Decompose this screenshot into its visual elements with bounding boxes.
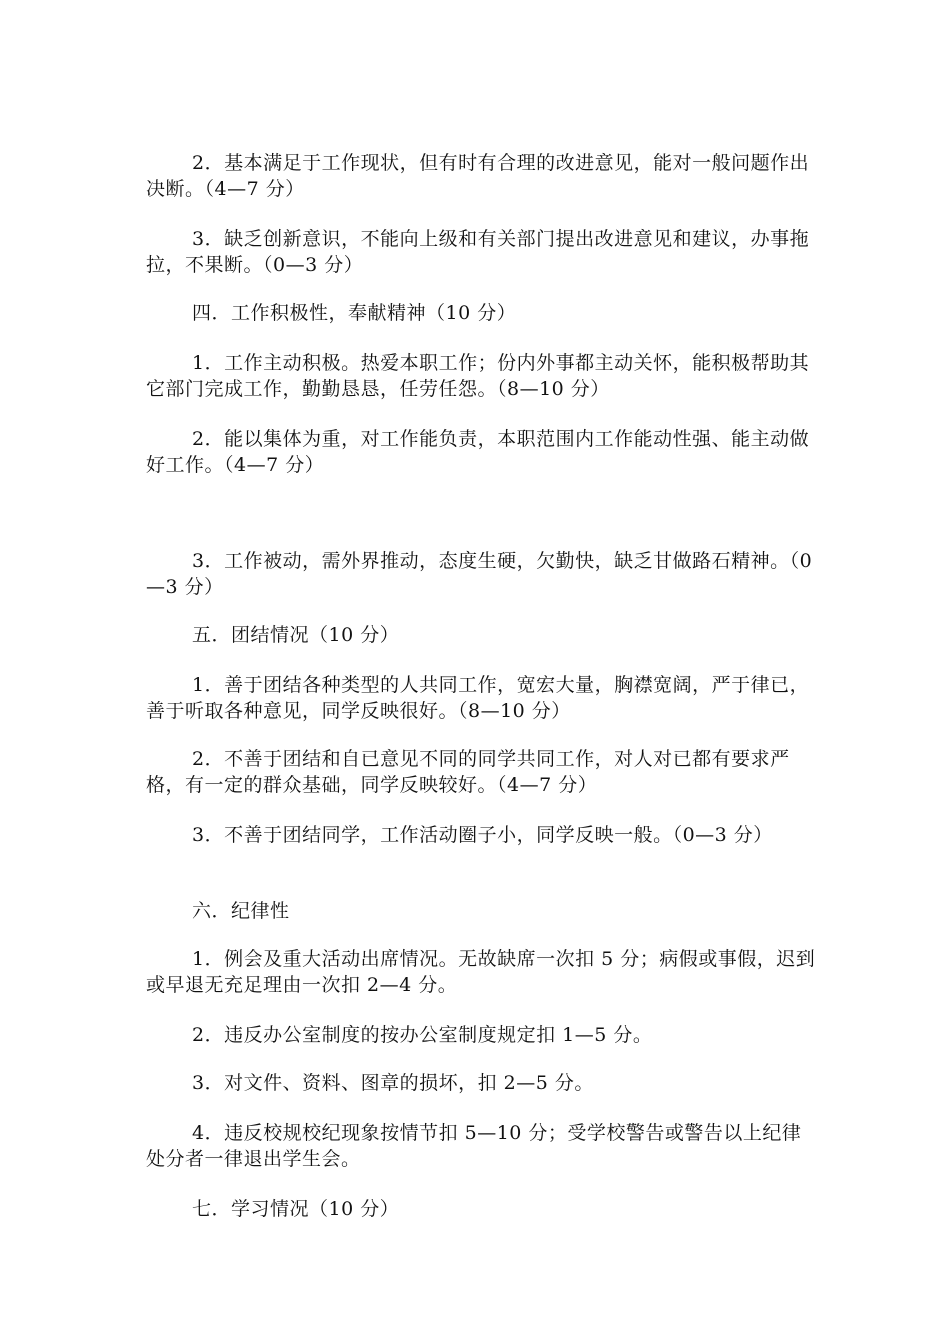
- paragraph-weak-unity: 2．不善于团结和自已意见不同的同学共同工作，对人对已都有要求严格，有一定的群众基础，同学反映较好。（4—7 分）: [146, 748, 790, 796]
- section-heading-unity: 五．团结情况（10 分）: [192, 624, 400, 646]
- paragraph-good-unity: 1．善于团结各种类型的人共同工作，宽宏大量，胸襟宽阔，严于律已，善于听取各种意见，同学反映很好。（8—10 分）: [146, 674, 810, 722]
- paragraph-poor-unity: 3．不善于团结同学，工作活动圈子小，同学反映一般。（0—3 分）: [192, 824, 773, 846]
- paragraph-passive: 3．工作被动，需外界推动，态度生硬，欠勤快，缺乏甘做路石精神。（0—3 分）: [146, 550, 813, 598]
- paragraph-document-damage: 3．对文件、资料、图章的损坏，扣 2—5 分。: [192, 1072, 594, 1094]
- paragraph-meeting-attendance: 1．例会及重大活动出席情况。无故缺席一次扣 5 分；病假或事假，迟到或早退无充足理由一次扣 2—4 分。: [146, 948, 816, 996]
- section-heading-study: 七．学习情况（10 分）: [192, 1198, 400, 1220]
- paragraph-school-rules: 4．违反校规校纪现象按情节扣 5—10 分；受学校警告或警告以上纪律处分者一律退出学生会。: [146, 1122, 802, 1170]
- paragraph-proactive: 1．工作主动积极。热爱本职工作；份内外事都主动关怀，能积极帮助其它部门完成工作，勤勤恳恳，任劳任怨。（8—10 分）: [146, 352, 810, 400]
- paragraph-lack-innovation: 3．缺乏创新意识，不能向上级和有关部门提出改进意见和建议，办事拖拉，不果断。（0—3 分）: [146, 228, 810, 276]
- paragraph-collective: 2．能以集体为重，对工作能负责，本职范围内工作能动性强、能主动做好工作。（4—7 分）: [146, 428, 810, 476]
- section-heading-work-enthusiasm: 四．工作积极性，奉献精神（10 分）: [192, 302, 517, 324]
- paragraph-office-rules: 2．违反办公室制度的按办公室制度规定扣 1—5 分。: [192, 1024, 653, 1046]
- section-heading-discipline: 六．纪律性: [192, 900, 290, 922]
- paragraph-basic-satisfied: 2．基本满足于工作现状，但有时有合理的改进意见，能对一般问题作出决断。（4—7 分）: [146, 152, 810, 200]
